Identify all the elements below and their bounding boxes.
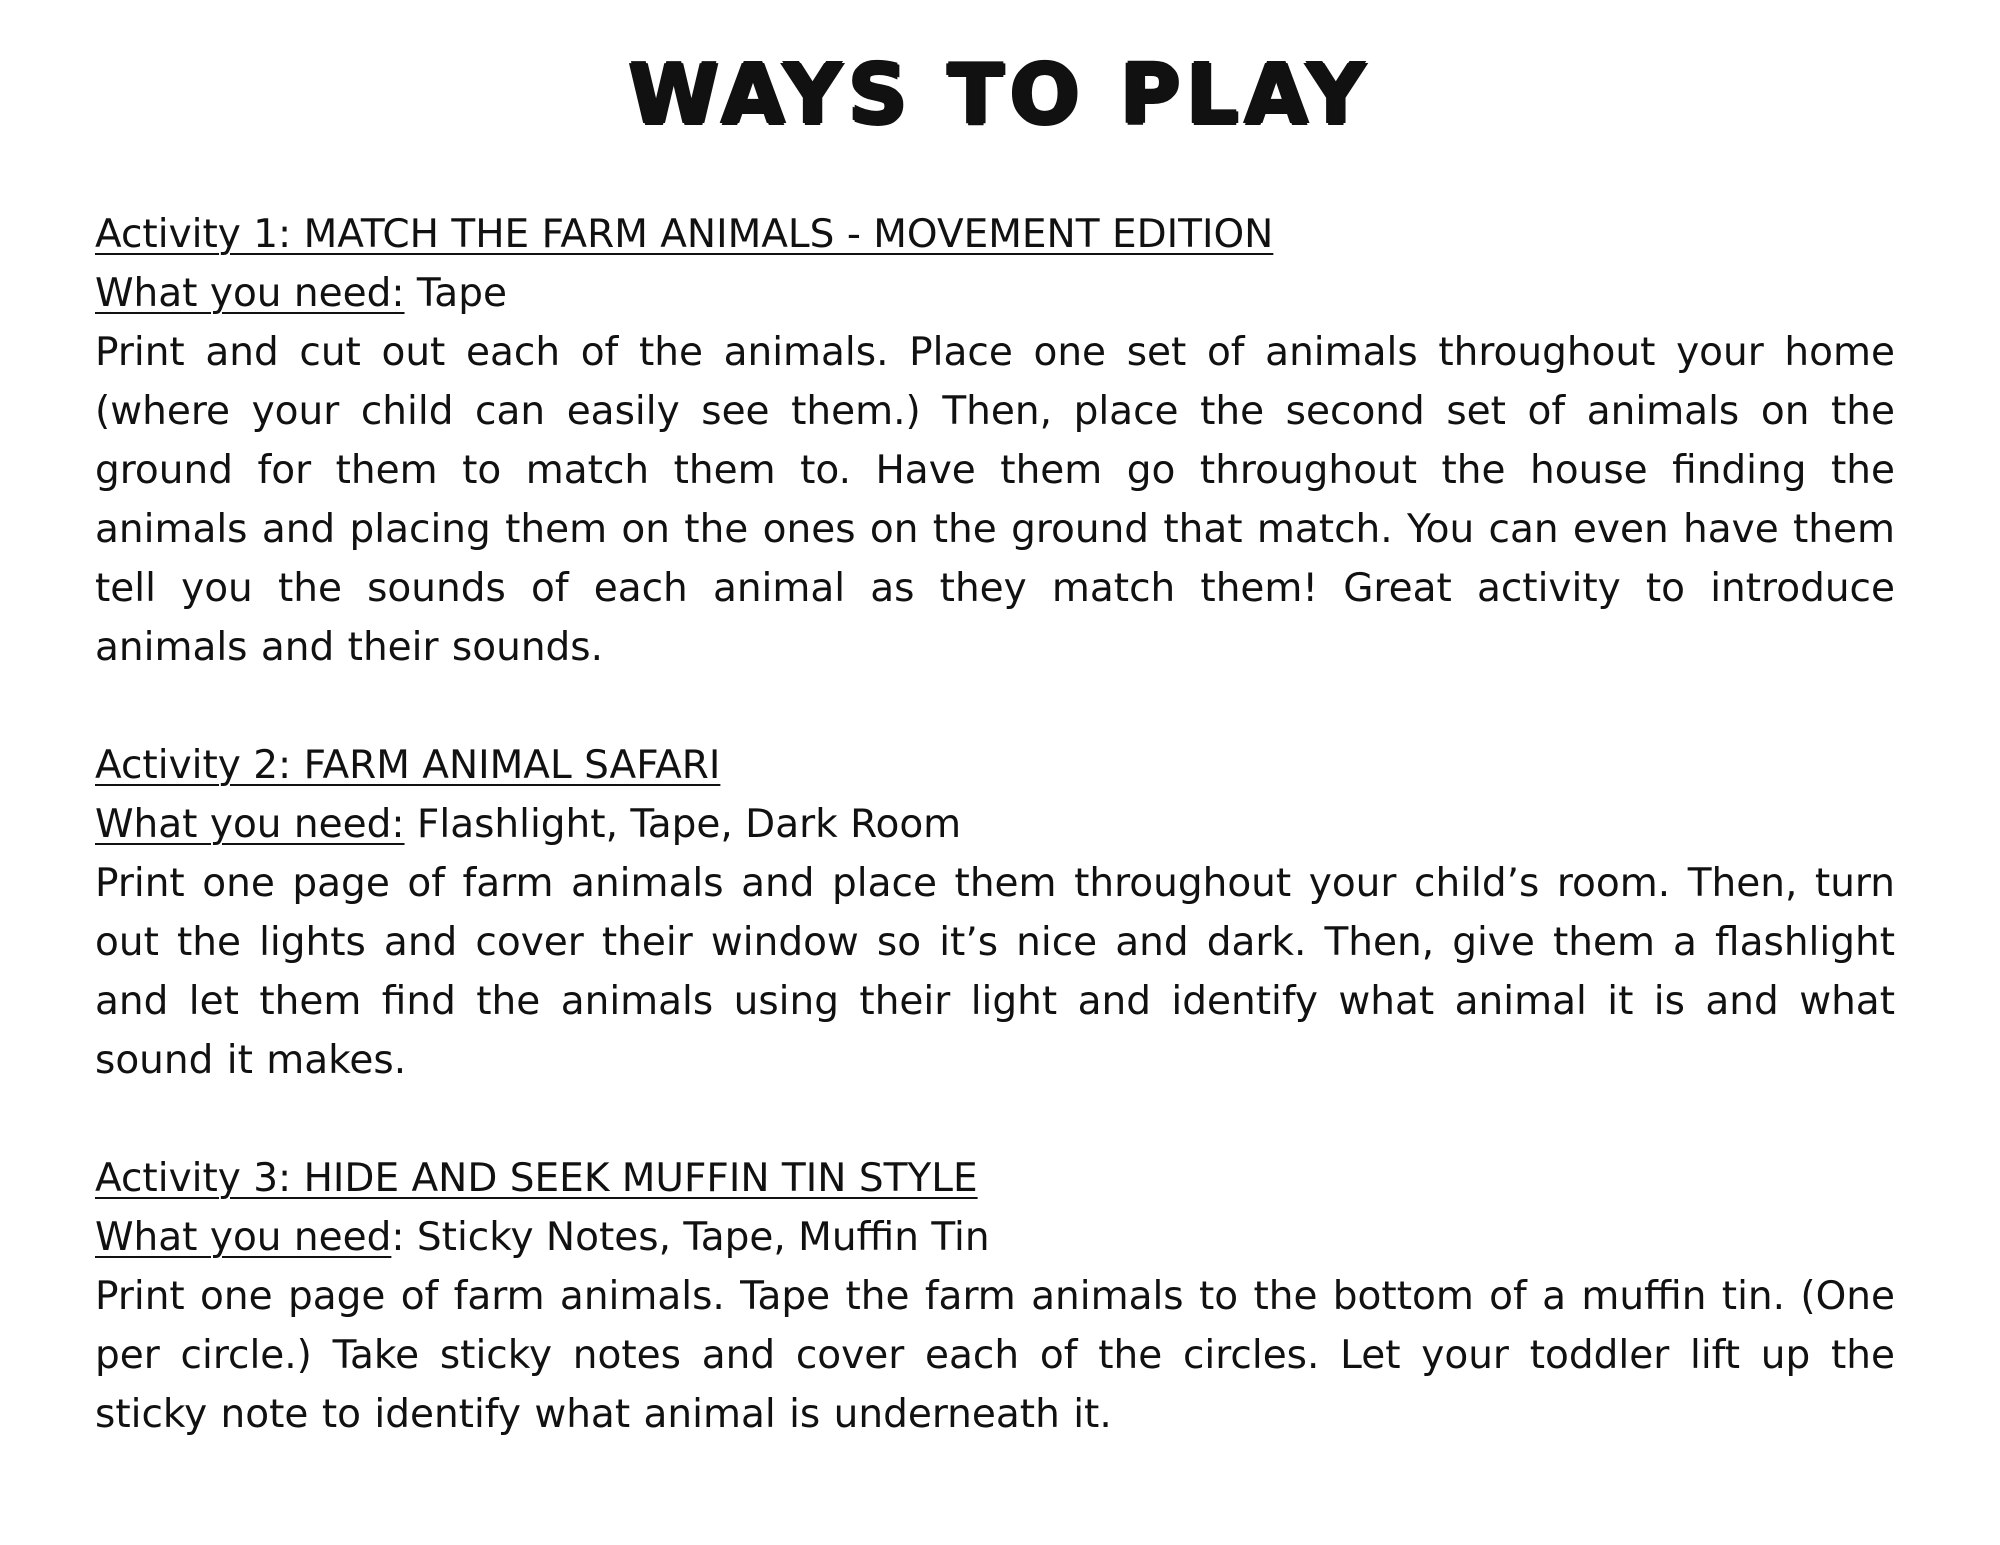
activity-1-needs-value: Tape xyxy=(404,271,507,316)
activity-2-needs xyxy=(95,795,1895,854)
activity-2-needs-value: Flashlight, Tape, Dark Room xyxy=(404,802,962,847)
activity-3-description: Print one page of farm animals. Tape the farm animals to the bottom of a muffin tin. (One per circle.) Take sticky notes and cover each of the circles. Let your toddler lift up the sticky note to identify what animal is underneath it. xyxy=(95,1274,1895,1437)
activity-1-needs-label: What you need: xyxy=(95,271,405,316)
activity-1-heading: Activity 1: MATCH THE FARM ANIMALS - MOVEMENT EDITION xyxy=(95,212,1274,257)
activity-1-needs xyxy=(95,264,1895,323)
activity-1 xyxy=(95,205,1895,677)
activity-2-description: Print one page of farm animals and place them throughout your child’s room. Then, turn out the lights and cover their window so it’s nice and dark. Then, give them a flashlight and let them find the animals using their light and identify what animal it is and what sound it makes. xyxy=(95,861,1895,1083)
activity-3 xyxy=(95,1149,1895,1444)
activity-2-heading: Activity 2: FARM ANIMAL SAFARI xyxy=(95,743,721,788)
activity-3-needs-value: : Sticky Notes, Tape, Muffin Tin xyxy=(391,1215,990,1260)
activity-2 xyxy=(95,736,1895,1090)
activity-3-needs xyxy=(95,1208,1895,1267)
page-title: WAYS TO PLAY xyxy=(628,48,1372,143)
activity-2-needs-label: What you need: xyxy=(95,802,405,847)
activity-1-description: Print and cut out each of the animals. Place one set of animals throughout your home (where your child can easily see them.) Then, place the second set of animals on the ground for them to match them to. Have them go throughout the house finding the animals and placing them on the ones on the ground that match. You can even have them tell you the sounds of each animal as they match them! Great activity to introduce animals and their sounds. xyxy=(95,330,1895,670)
activity-3-needs-label: What you need xyxy=(95,1215,392,1260)
activity-3-heading: Activity 3: HIDE AND SEEK MUFFIN TIN STYLE xyxy=(95,1156,978,1201)
activities-list xyxy=(95,205,1895,1503)
